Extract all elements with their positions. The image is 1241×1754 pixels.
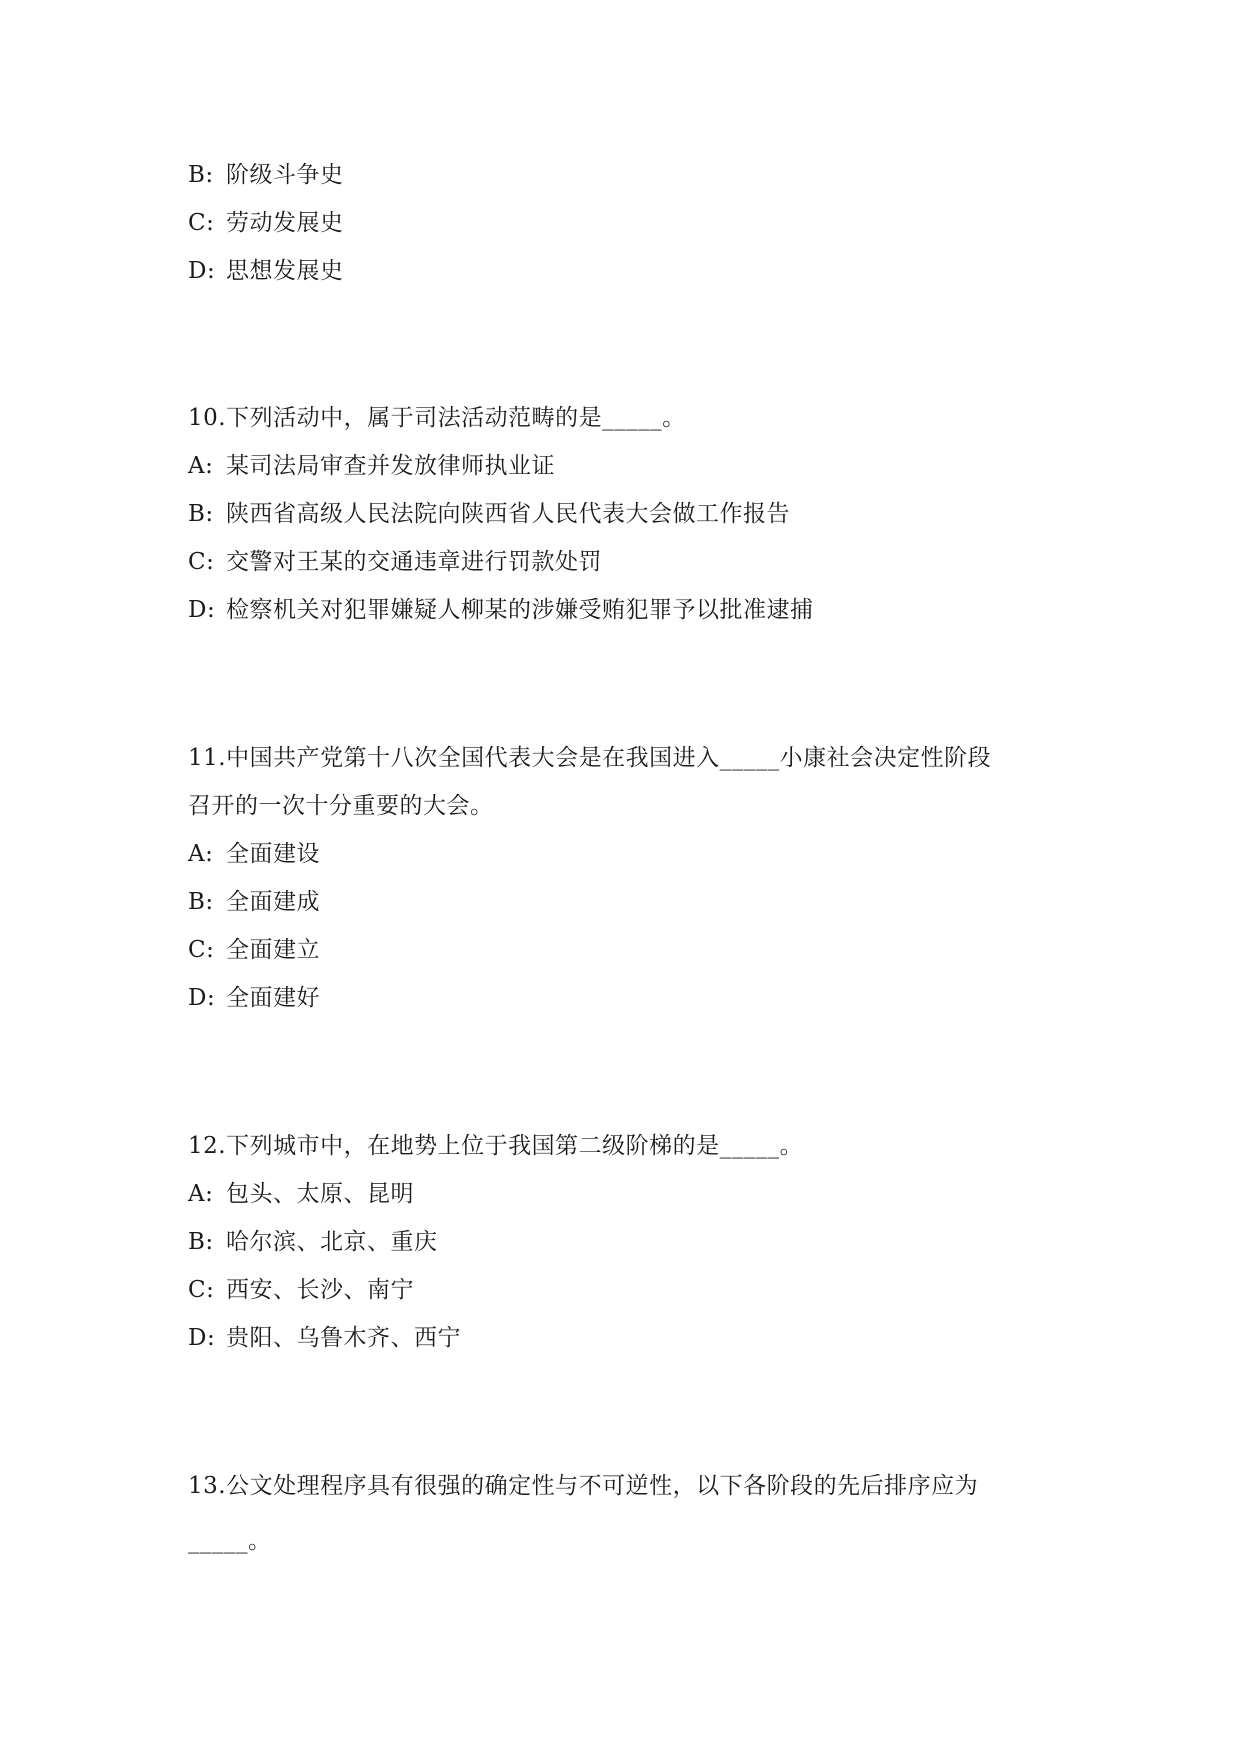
option-label: D: <box>188 985 216 1011</box>
q10-option-a <box>188 451 555 481</box>
option-text: 哈尔滨、北京、重庆 <box>226 1229 438 1255</box>
option-text: 全面建设 <box>226 841 320 867</box>
question-text: _____。 <box>188 1528 272 1554</box>
option-text: 交警对王某的交通违章进行罚款处罚 <box>226 549 602 575</box>
option-text: 贵阳、乌鲁木齐、西宁 <box>226 1325 461 1351</box>
option-text: 西安、长沙、南宁 <box>226 1277 414 1303</box>
q11-option-b <box>188 887 320 917</box>
option-text: 检察机关对犯罪嫌疑人柳某的涉嫌受贿犯罪予以批准逮捕 <box>226 597 814 623</box>
q10-option-b <box>188 499 790 529</box>
question-11-stem <box>188 743 991 773</box>
option-text: 阶级斗争史 <box>226 162 344 188</box>
option-text: 劳动发展史 <box>226 210 344 236</box>
option-text: 全面建成 <box>226 889 320 915</box>
q11-option-c <box>188 935 320 965</box>
option-text: 陕西省高级人民法院向陕西省人民代表大会做工作报告 <box>226 501 790 527</box>
option-c <box>188 208 344 238</box>
question-number: 13. <box>188 1473 227 1499</box>
q10-option-c <box>188 547 602 577</box>
question-text: 公文处理程序具有很强的确定性与不可逆性，以下各阶段的先后排序应为 <box>226 1473 979 1499</box>
question-number: 11. <box>188 745 227 771</box>
option-label: B: <box>188 162 214 188</box>
option-label: D: <box>188 258 216 284</box>
option-label: B: <box>188 889 214 915</box>
q12-option-b <box>188 1227 438 1257</box>
question-text: 下列活动中，属于司法活动范畴的是_____。 <box>226 405 686 431</box>
option-b <box>188 160 344 190</box>
question-text: 下列城市中，在地势上位于我国第二级阶梯的是_____。 <box>226 1133 804 1159</box>
option-label: C: <box>188 210 215 236</box>
question-11-stem-continued <box>188 791 494 821</box>
option-label: C: <box>188 549 215 575</box>
option-label: B: <box>188 501 214 527</box>
question-text: 召开的一次十分重要的大会。 <box>188 793 494 819</box>
option-label: B: <box>188 1229 214 1255</box>
option-label: A: <box>188 453 214 479</box>
q12-option-d <box>188 1323 461 1353</box>
question-text: 中国共产党第十八次全国代表大会是在我国进入_____小康社会决定性阶段 <box>226 745 992 771</box>
q12-option-c <box>188 1275 414 1305</box>
option-text: 思想发展史 <box>226 258 344 284</box>
question-number: 10. <box>188 405 227 431</box>
option-text: 包头、太原、昆明 <box>226 1181 414 1207</box>
option-label: C: <box>188 1277 215 1303</box>
question-13-stem <box>188 1471 978 1501</box>
question-13-stem-continued <box>188 1526 272 1556</box>
option-text: 某司法局审查并发放律师执业证 <box>226 453 555 479</box>
option-label: A: <box>188 1181 214 1207</box>
question-number: 12. <box>188 1133 227 1159</box>
option-d <box>188 256 344 286</box>
question-10-stem <box>188 403 686 433</box>
q10-option-d <box>188 595 814 625</box>
option-label: A: <box>188 841 214 867</box>
q11-option-d <box>188 983 320 1013</box>
option-label: C: <box>188 937 215 963</box>
option-text: 全面建立 <box>226 937 320 963</box>
question-12-stem <box>188 1131 803 1161</box>
option-text: 全面建好 <box>226 985 320 1011</box>
option-label: D: <box>188 597 216 623</box>
q12-option-a <box>188 1179 414 1209</box>
option-label: D: <box>188 1325 216 1351</box>
q11-option-a <box>188 839 320 869</box>
